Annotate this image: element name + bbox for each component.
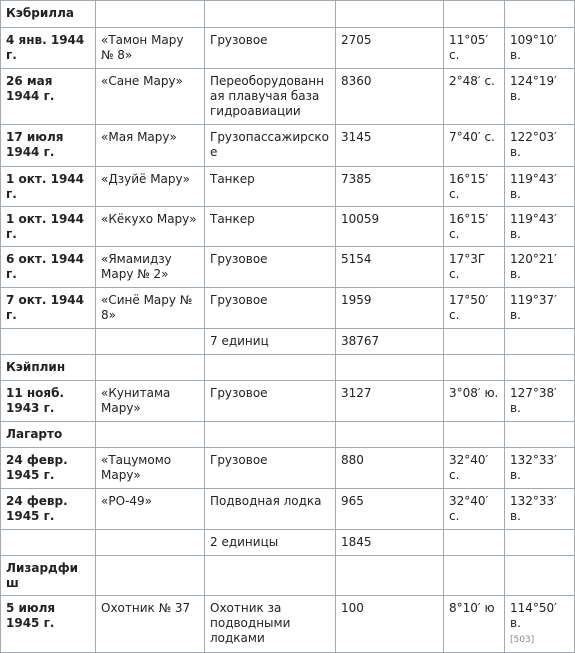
latitude-cell: 32°40′ с. [444,448,505,489]
longitude-cell: 132°33′ в. [505,448,575,489]
ship-name-cell: «Кёкухо Мару» [96,207,205,247]
ship-type-cell: Охотник за подводными лодками [205,596,336,653]
ship-name-cell: «Синё Мару № 8» [96,288,205,329]
submarine-name: Кэбрилла [1,1,96,28]
tonnage-cell: 3145 [336,125,444,167]
total-count-cell: 2 единицы [205,530,336,556]
date-cell: 24 февр. 1945 г. [1,489,96,530]
tonnage-cell: 2705 [336,28,444,69]
tonnage-cell: 1959 [336,288,444,329]
longitude-cell [505,596,575,653]
latitude-cell: 16°15′ с. [444,167,505,207]
total-row [1,329,575,355]
ship-type-cell: Грузовое [205,448,336,489]
latitude-cell: 17°50′ с. [444,288,505,329]
ship-name-cell: «РО-49» [96,489,205,530]
submarine-name: Кэйплин [1,355,96,381]
date-cell: 6 окт. 1944 г. [1,247,96,288]
longitude-cell: 120°21′ в. [505,247,575,288]
latitude-cell: 17°3Г с. [444,247,505,288]
group-header-row [1,355,575,381]
ship-name-cell: «Мая Мару» [96,125,205,167]
longitude-cell: 119°43′ в. [505,207,575,247]
latitude-cell: 32°40′ с. [444,489,505,530]
table-row [1,69,575,125]
longitude-cell: 119°37′ в. [505,288,575,329]
group-header-row [1,1,575,28]
ship-type-cell: Танкер [205,167,336,207]
date-cell: 17 июля 1944 г. [1,125,96,167]
latitude-cell: 8°10′ ю [444,596,505,653]
group-header-row [1,556,575,596]
ship-type-cell: Переоборудованная плавучая база гидроавиации [205,69,336,125]
submarine-name: Лагарто [1,422,96,448]
table-row [1,207,575,247]
ship-type-cell: Грузовое [205,381,336,422]
table-row [1,167,575,207]
total-tonnage-cell: 38767 [336,329,444,355]
date-cell: 5 июля 1945 г. [1,596,96,653]
latitude-cell: 16°15′ с. [444,207,505,247]
latitude-cell: 7°40′ с. [444,125,505,167]
latitude-cell: 11°05′ с. [444,28,505,69]
ship-type-cell: Подводная лодка [205,489,336,530]
table-row [1,247,575,288]
tonnage-cell: 100 [336,596,444,653]
ship-name-cell: «Ямамидзу Мару № 2» [96,247,205,288]
longitude-cell: 124°19′ в. [505,69,575,125]
tonnage-cell: 7385 [336,167,444,207]
ship-type-cell: Танкер [205,207,336,247]
tonnage-cell: 10059 [336,207,444,247]
date-cell: 1 окт. 1944 г. [1,207,96,247]
group-header-row [1,422,575,448]
table-row [1,288,575,329]
date-cell: 11 нояб. 1943 г. [1,381,96,422]
longitude-value: 114°50′ в. [510,601,557,630]
submarine-name: Лизардфиш [1,556,96,596]
reference-link[interactable]: [503] [510,635,535,645]
ship-name-cell: «Сане Мару» [96,69,205,125]
ship-type-cell: Грузовое [205,28,336,69]
tonnage-cell: 965 [336,489,444,530]
tonnage-cell: 5154 [336,247,444,288]
date-cell: 26 мая 1944 г. [1,69,96,125]
ship-type-cell: Грузовое [205,288,336,329]
table-row [1,381,575,422]
longitude-cell: 109°10′ в. [505,28,575,69]
table-row [1,125,575,167]
longitude-cell: 119°43′ в. [505,167,575,207]
table-row [1,448,575,489]
total-tonnage-cell: 1845 [336,530,444,556]
tonnage-cell: 3127 [336,381,444,422]
tonnage-cell: 8360 [336,69,444,125]
latitude-cell: 2°48′ с. [444,69,505,125]
ship-type-cell: Грузовое [205,247,336,288]
table-row [1,489,575,530]
total-row [1,530,575,556]
date-cell: 4 янв. 1944 г. [1,28,96,69]
total-count-cell: 7 единиц [205,329,336,355]
table-row [1,28,575,69]
longitude-cell: 122°03′ в. [505,125,575,167]
tonnage-cell: 880 [336,448,444,489]
ship-name-cell: «Тацумомо Мару» [96,448,205,489]
date-cell: 7 окт. 1944 г. [1,288,96,329]
ship-name-cell: «Тамон Мару № 8» [96,28,205,69]
ship-name-cell: Охотник № 37 [96,596,205,653]
latitude-cell: 3°08′ ю. [444,381,505,422]
ship-name-cell: «Кунитама Мару» [96,381,205,422]
ship-name-cell: «Дзуйё Мару» [96,167,205,207]
ship-type-cell: Грузопассажирское [205,125,336,167]
table-row [1,596,575,653]
longitude-cell: 127°38′ в. [505,381,575,422]
date-cell: 1 окт. 1944 г. [1,167,96,207]
date-cell: 24 февр. 1945 г. [1,448,96,489]
longitude-cell: 132°33′ в. [505,489,575,530]
